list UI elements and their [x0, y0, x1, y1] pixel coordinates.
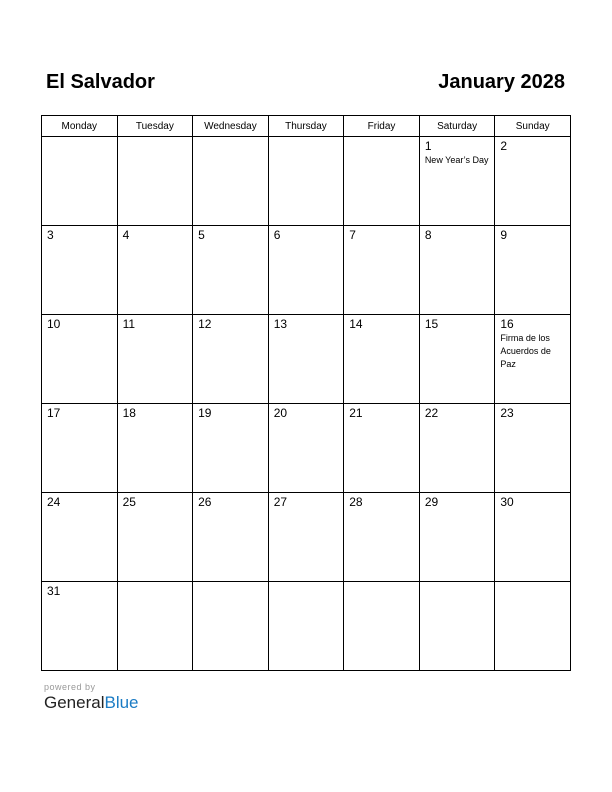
day-number: 3 [47, 228, 54, 242]
day-number: 20 [273, 406, 288, 420]
week-row [42, 582, 571, 671]
week-row [42, 315, 571, 404]
day-cell [495, 493, 571, 582]
weekday-header-row [42, 116, 571, 137]
day-cell [495, 137, 571, 226]
day-number: 14 [349, 317, 363, 331]
day-cell [419, 493, 495, 582]
day-cell [193, 226, 269, 315]
brand-name-part1: General [44, 693, 105, 712]
day-number: 25 [122, 495, 136, 509]
day-number: 24 [47, 495, 61, 509]
day-number: 27 [273, 495, 288, 509]
day-cell [193, 404, 269, 493]
weekday-header: Friday [344, 116, 420, 137]
day-number: 11 [122, 317, 136, 331]
day-number: 8 [424, 228, 432, 242]
weekday-header: Wednesday [193, 116, 269, 137]
day-cell [42, 493, 118, 582]
day-cell [117, 493, 193, 582]
day-number: 10 [47, 317, 61, 331]
day-number: 9 [500, 228, 508, 242]
day-cell [193, 582, 269, 671]
day-number: 21 [349, 406, 363, 420]
day-cell [344, 582, 420, 671]
day-number: 13 [273, 317, 288, 331]
day-cell [344, 137, 420, 226]
day-number: 22 [424, 406, 439, 420]
day-cell [193, 137, 269, 226]
day-cell [419, 582, 495, 671]
day-number: 16 [500, 317, 514, 331]
day-number: 19 [198, 406, 212, 420]
weekday-header: Thursday [268, 116, 344, 137]
weekday-header: Saturday [419, 116, 495, 137]
footer-branding [44, 682, 139, 713]
day-cell [495, 315, 571, 404]
week-row [42, 493, 571, 582]
day-cell [419, 137, 495, 226]
calendar-grid [41, 115, 571, 671]
day-number: 30 [500, 495, 514, 509]
country-title: El Salvador [46, 71, 155, 93]
day-cell [42, 226, 118, 315]
day-cell [117, 315, 193, 404]
day-number: 18 [122, 406, 136, 420]
day-number: 31 [47, 584, 61, 598]
day-cell [268, 404, 344, 493]
day-cell [42, 404, 118, 493]
day-number: 5 [198, 228, 205, 242]
holiday-label: New Year’s Day [424, 155, 489, 165]
day-cell [193, 493, 269, 582]
day-cell [344, 404, 420, 493]
day-cell [344, 315, 420, 404]
day-cell [344, 226, 420, 315]
day-cell [495, 582, 571, 671]
month-title: January 2028 [438, 71, 565, 93]
day-cell [495, 226, 571, 315]
day-cell [42, 315, 118, 404]
day-cell [268, 493, 344, 582]
day-number: 17 [47, 406, 61, 420]
day-cell [419, 315, 495, 404]
day-number: 12 [198, 317, 212, 331]
day-cell [495, 404, 571, 493]
day-cell [42, 582, 118, 671]
brand-name-part2: Blue [104, 693, 139, 712]
weekday-header: Sunday [495, 116, 571, 137]
day-number: 2 [500, 139, 508, 153]
day-number: 1 [424, 139, 432, 153]
day-number: 29 [424, 495, 439, 509]
day-number: 4 [122, 228, 130, 242]
powered-by-text: powered by [44, 682, 96, 692]
day-number: 6 [273, 228, 281, 242]
day-cell [268, 137, 344, 226]
week-row [42, 226, 571, 315]
day-cell [419, 226, 495, 315]
brand-logo[interactable] [44, 693, 139, 713]
day-cell [268, 582, 344, 671]
holiday-label: Firma de los Acuerdos de Paz [500, 333, 551, 369]
weekday-header: Tuesday [117, 116, 193, 137]
weekday-header: Monday [42, 116, 118, 137]
day-cell [117, 137, 193, 226]
day-cell [117, 226, 193, 315]
day-cell [117, 582, 193, 671]
day-cell [117, 404, 193, 493]
week-row [42, 404, 571, 493]
day-number: 7 [349, 228, 356, 242]
day-number: 28 [349, 495, 363, 509]
day-cell [419, 404, 495, 493]
day-cell [42, 137, 118, 226]
day-cell [193, 315, 269, 404]
week-row [42, 137, 571, 226]
day-number: 23 [500, 406, 514, 420]
day-number: 15 [424, 317, 439, 331]
day-cell [344, 493, 420, 582]
day-cell [268, 315, 344, 404]
day-cell [268, 226, 344, 315]
day-number: 26 [198, 495, 212, 509]
